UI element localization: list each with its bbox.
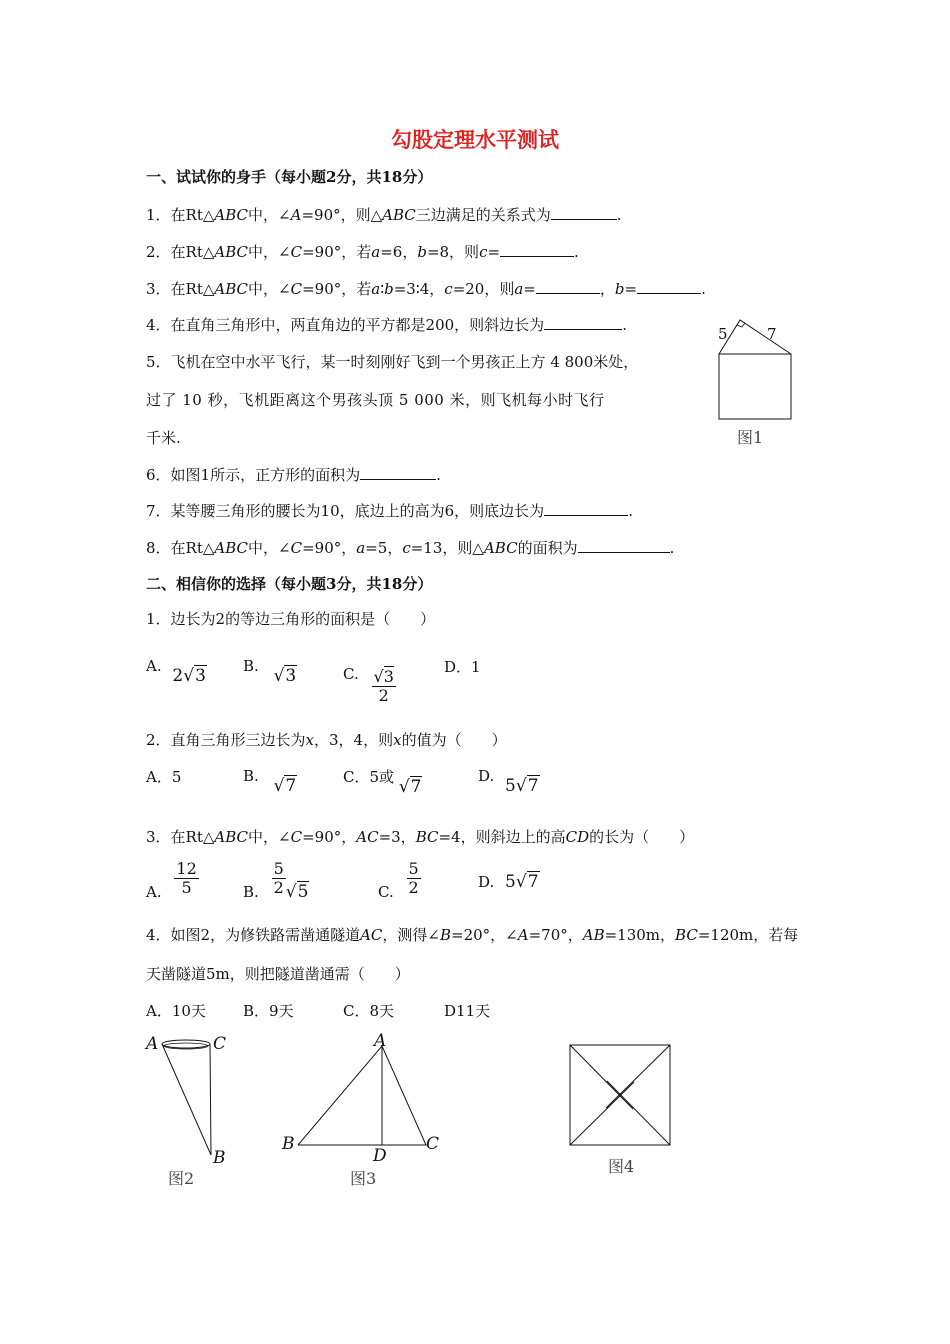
answer-blank[interactable]: [544, 315, 622, 330]
fig2-label-c: C: [213, 1034, 227, 1054]
answer-blank[interactable]: [551, 205, 617, 220]
s1-question-6: 6．如图1所示，正方形的面积为 .: [146, 466, 441, 484]
fig2-label-b: B: [213, 1148, 226, 1168]
answer-blank[interactable]: [500, 242, 574, 257]
fig4-caption: 图4: [608, 1157, 635, 1176]
answer-blank[interactable]: [578, 538, 670, 553]
s2-q3-option-a[interactable]: A. $\frac{12}{5}$: [146, 859, 197, 901]
fig2-label-a: A: [146, 1034, 159, 1054]
fig3-label-d: D: [373, 1146, 387, 1166]
s2-q4-option-b[interactable]: B．9天: [243, 1002, 294, 1020]
fig1-label-7: 7: [767, 325, 777, 343]
page-title: 勾股定理水平测试: [391, 127, 559, 152]
s2-question-1-stem: 1．边长为2的等边三角形的面积是（ ）: [146, 610, 436, 628]
s1-question-2: 2．在Rt△ABC中，∠C=90°，若a=6，b=8，则c= .: [146, 243, 579, 261]
fig3-label-c: C: [426, 1134, 440, 1154]
s1-question-3: 3．在Rt△ABC中，∠C=90°，若a∶b=3∶4，c=20，则a= ，b= .: [146, 280, 706, 298]
fig3-label-a: A: [374, 1031, 387, 1051]
s2-q4-option-c[interactable]: C．8天: [343, 1002, 395, 1020]
s2-question-3-stem: 3．在Rt△ABC中，∠C=90°，AC=3，BC=4，则斜边上的高CD的长为（ ）: [146, 828, 695, 846]
s1-question-7: 7．某等腰三角形的腰长为10，底边上的高为6，则底边长为 .: [146, 502, 633, 520]
fig1-label-5: 5: [718, 325, 728, 343]
s2-q2-option-b[interactable]: B. √7: [243, 767, 297, 796]
fig1-caption: 图1: [737, 428, 764, 447]
s2-q4-option-a[interactable]: A．10天: [146, 1002, 206, 1020]
s1-question-1: 1．在Rt△ABC中，∠A=90°，则△ABC三边满足的关系式为 .: [146, 206, 622, 224]
answer-blank[interactable]: [536, 279, 600, 294]
fig3-caption: 图3: [350, 1169, 377, 1188]
s1-question-8: 8．在Rt△ABC中，∠C=90°，a=5，c=13，则△ABC的面积为 .: [146, 539, 675, 557]
s2-q2-option-c[interactable]: C．5或 √7: [343, 768, 422, 797]
section2-heading: 二、相信你的选择（每小题3分，共18分）: [146, 575, 433, 593]
s1-question-4: 4．在直角三角形中，两直角边的平方都是200，则斜边长为 .: [146, 316, 627, 334]
s1-question-5-line2: 过了 10 秒，飞机距离这个男孩头顶 5 000 米，则飞机每小时飞行: [146, 391, 605, 409]
s2-q1-option-b[interactable]: B. √3: [243, 657, 297, 686]
figure-4: [565, 1040, 677, 1152]
s2-q4-option-d[interactable]: D11天: [444, 1002, 491, 1020]
s2-question-4-line1: 4．如图2，为修铁路需凿通隧道AC，测得∠B=20°，∠A=70°，AB=130m，BC=120m，若每: [146, 926, 799, 944]
s2-q2-option-a[interactable]: A．5: [146, 768, 182, 786]
s2-q1-option-d[interactable]: D．1: [444, 658, 481, 676]
s2-question-2-stem: 2．直角三角形三边长为x，3，4，则x的值为（ ）: [146, 731, 507, 749]
section1-heading: 一、试试你的身手（每小题2分，共18分）: [146, 168, 433, 186]
s2-q3-option-b[interactable]: B. $\frac{5}{2}$ √5: [243, 859, 309, 902]
s2-q3-option-d[interactable]: D. 5√7: [478, 872, 539, 892]
fig2-caption: 图2: [168, 1169, 195, 1188]
s1-question-5-line1: 5．飞机在空中水平飞行，某一时刻刚好飞到一个男孩正上方 4 800米处，: [146, 353, 639, 371]
s1-question-5-line3: 千米.: [146, 429, 181, 447]
s2-q1-option-a[interactable]: A. 2√3: [146, 657, 206, 686]
s2-question-4-line2: 天凿隧道5m，则把隧道凿通需（ ）: [146, 965, 410, 983]
answer-blank[interactable]: [637, 279, 701, 294]
s2-q2-option-d[interactable]: D. 5√7: [478, 767, 539, 796]
s2-q3-option-c[interactable]: C. $\frac{5}{2}$: [378, 859, 419, 901]
answer-blank[interactable]: [544, 501, 628, 516]
fig3-label-b: B: [282, 1134, 295, 1154]
s2-q1-option-c[interactable]: C. $\frac{√3}{2}$: [343, 664, 394, 706]
answer-blank[interactable]: [360, 465, 436, 480]
